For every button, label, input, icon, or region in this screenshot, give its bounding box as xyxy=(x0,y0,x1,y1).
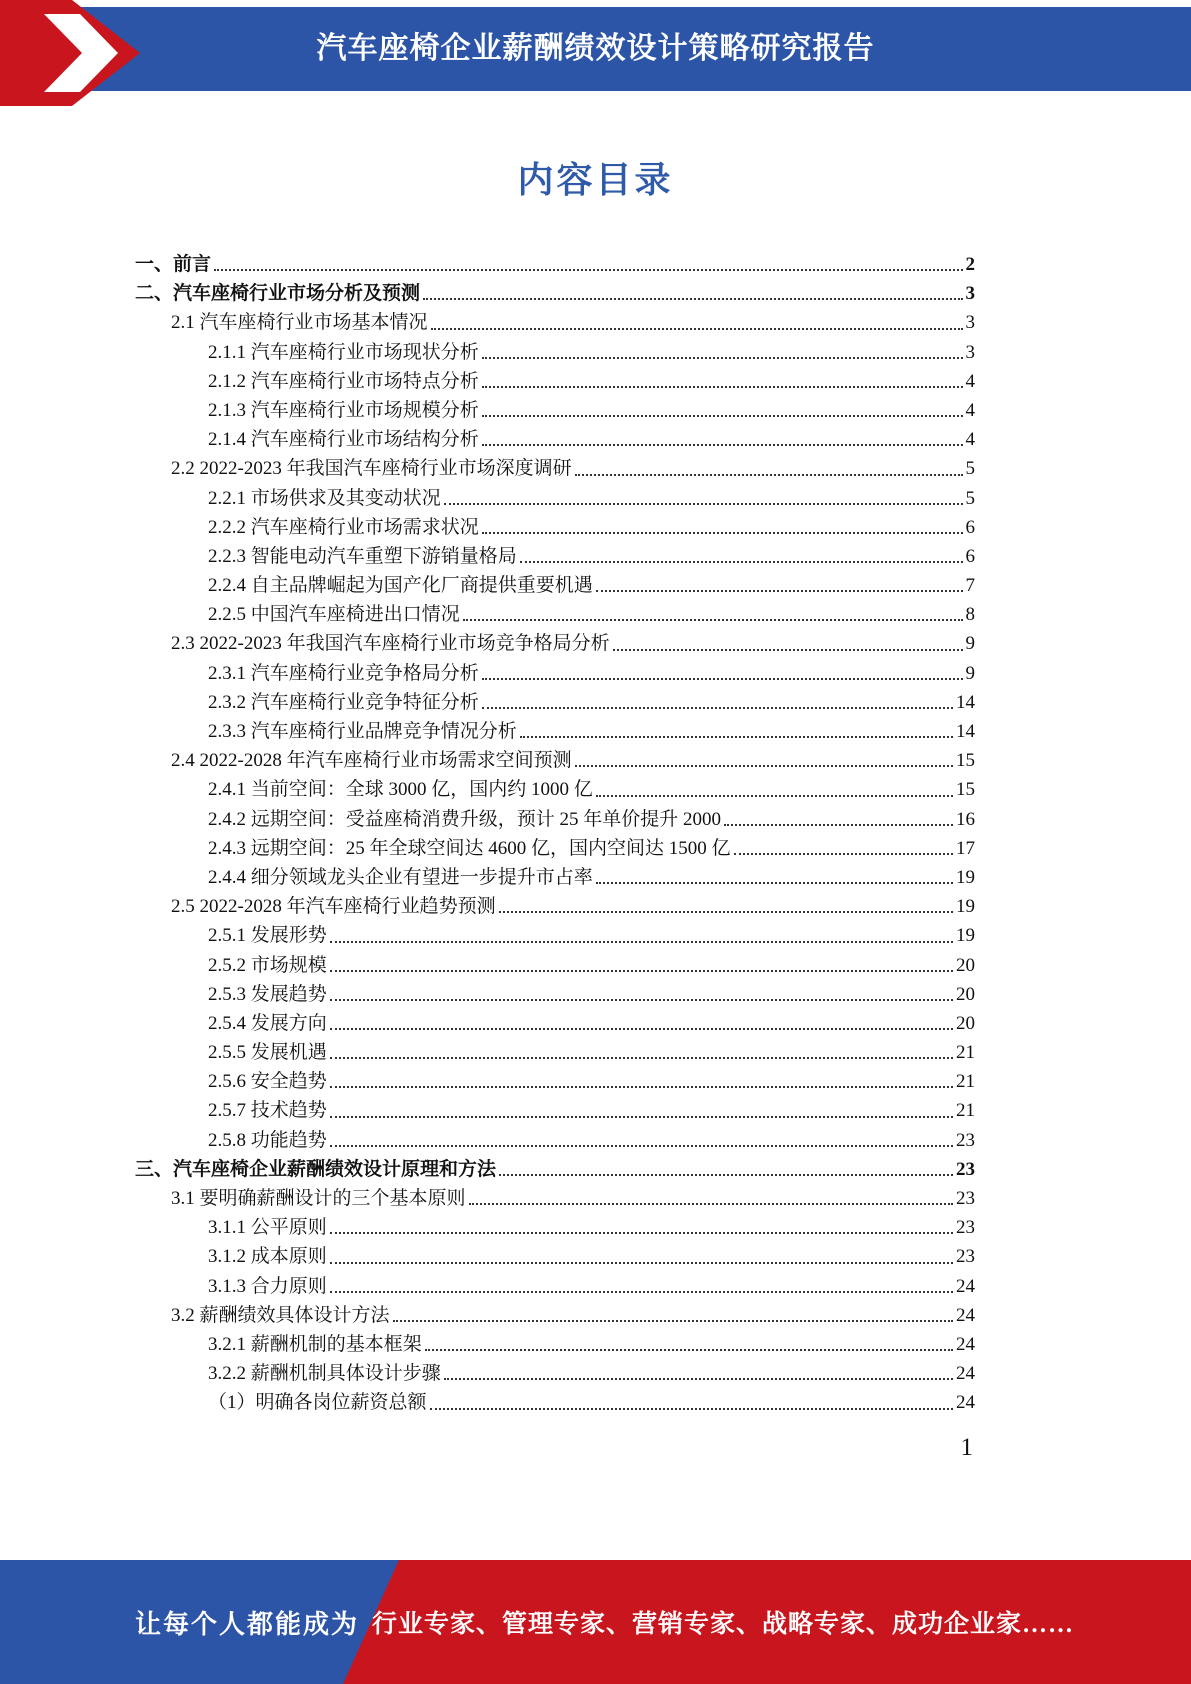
toc-entry[interactable] xyxy=(208,920,975,949)
toc-entry-label: 2.5.3 发展趋势 xyxy=(208,983,327,1005)
toc-entry[interactable] xyxy=(208,1387,975,1416)
toc-entry[interactable] xyxy=(208,774,975,803)
toc-entry-label: 2.3.2 汽车座椅行业竞争特征分析 xyxy=(208,691,479,713)
toc-entry-page: 4 xyxy=(965,399,975,421)
footer-slogan-left: 让每个人都能成为 xyxy=(135,1609,360,1639)
footer-banner xyxy=(0,1560,1191,1684)
dot-leader xyxy=(482,658,963,687)
toc-entry-label: 2.1.4 汽车座椅行业市场结构分析 xyxy=(208,429,479,451)
toc-entry-label: 2.4.2 远期空间：受益座椅消费升级，预计 25 年单价提升 2000 xyxy=(208,808,722,830)
dot-leader xyxy=(330,950,953,979)
dot-leader xyxy=(425,1329,953,1358)
dot-leader xyxy=(330,1037,953,1066)
toc-entry-label: 2.1.1 汽车座椅行业市场现状分析 xyxy=(208,341,479,363)
dot-leader xyxy=(330,1241,953,1270)
toc-entry-label: 2.4.1 当前空间：全球 3000 亿，国内约 1000 亿 xyxy=(208,779,593,801)
dot-leader xyxy=(482,687,953,716)
toc-entry-label: 2.5.1 发展形势 xyxy=(208,925,327,947)
dot-leader xyxy=(463,599,963,628)
toc-entry[interactable] xyxy=(208,1329,975,1358)
toc-entry[interactable] xyxy=(208,1212,975,1241)
toc-entry-label: 3.2.2 薪酬机制具体设计步骤 xyxy=(208,1363,441,1385)
toc-entry-page: 24 xyxy=(956,1363,975,1385)
toc-entry-page: 2 xyxy=(965,254,975,275)
toc-entry-page: 21 xyxy=(956,1042,975,1064)
dot-leader xyxy=(520,716,953,745)
toc-entry[interactable] xyxy=(208,658,975,687)
toc-entry-page: 5 xyxy=(965,458,975,480)
toc-entry-label: 2.1.3 汽车座椅行业市场规模分析 xyxy=(208,399,479,421)
toc-entry-page: 4 xyxy=(965,429,975,451)
dot-leader xyxy=(330,1125,953,1154)
toc-entry-label: 3.1.1 公平原则 xyxy=(208,1217,327,1239)
toc-entry-page: 20 xyxy=(956,983,975,1005)
toc-entry-page: 3 xyxy=(965,283,975,305)
toc-entry-page: 15 xyxy=(956,779,975,801)
toc-entry-page: 21 xyxy=(956,1100,975,1122)
toc-entry-label: 2.2.4 自主品牌崛起为国产化厂商提供重要机遇 xyxy=(208,575,593,597)
toc-entry-label: 2.5.7 技术趋势 xyxy=(208,1100,327,1122)
dot-leader xyxy=(482,337,963,366)
toc-entry-label: 一、前言 xyxy=(135,254,212,275)
toc-entry-page: 9 xyxy=(965,662,975,684)
dot-leader xyxy=(330,1271,953,1300)
toc-entry[interactable] xyxy=(208,950,975,979)
toc-entry[interactable] xyxy=(208,1241,975,1270)
toc-entry-page: 20 xyxy=(956,1012,975,1034)
toc-entry[interactable] xyxy=(208,687,975,716)
toc-entry[interactable] xyxy=(208,804,975,833)
toc-entry-label: 2.1.2 汽车座椅行业市场特点分析 xyxy=(208,370,479,392)
toc-entry[interactable] xyxy=(208,424,975,453)
toc-entry[interactable] xyxy=(171,307,975,336)
toc-entry[interactable] xyxy=(208,337,975,366)
toc-entry-page: 24 xyxy=(956,1304,975,1326)
dot-leader xyxy=(330,1095,953,1124)
dot-leader xyxy=(214,249,962,278)
header-banner xyxy=(0,0,1191,106)
toc-entry-label: 3.1.3 合力原则 xyxy=(208,1275,327,1297)
toc-entry[interactable] xyxy=(208,570,975,599)
toc-entry-page: 23 xyxy=(956,1158,975,1180)
toc-entry-label: 2.1 汽车座椅行业市场基本情况 xyxy=(171,312,428,334)
dot-leader xyxy=(482,395,963,424)
toc-entry[interactable] xyxy=(135,1154,975,1183)
toc-entry[interactable] xyxy=(135,249,975,278)
toc-entry-page: 19 xyxy=(956,866,975,888)
toc-entry-label: 2.5.2 市场规模 xyxy=(208,954,327,976)
dot-leader xyxy=(469,1183,953,1212)
toc-entry-page: 3 xyxy=(965,341,975,363)
dot-leader xyxy=(423,278,962,307)
toc-entry[interactable] xyxy=(171,453,975,482)
dot-leader xyxy=(482,512,963,541)
toc-entry-label: 2.2.3 智能电动汽车重塑下游销量格局 xyxy=(208,545,517,567)
toc-entry[interactable] xyxy=(208,833,975,862)
toc-entry[interactable] xyxy=(208,1271,975,1300)
toc-entry-label: 2.5.8 功能趋势 xyxy=(208,1129,327,1151)
dot-leader xyxy=(444,483,963,512)
dot-leader xyxy=(724,804,953,833)
toc-entry-label: （1）明确各岗位薪资总额 xyxy=(208,1392,427,1414)
toc-entry-page: 19 xyxy=(956,925,975,947)
toc-entry-page: 5 xyxy=(965,487,975,509)
toc-entry-page: 8 xyxy=(965,604,975,626)
toc-entry[interactable] xyxy=(208,1125,975,1154)
toc-entry-label: 3.2.1 薪酬机制的基本框架 xyxy=(208,1333,422,1355)
toc-heading: 内容目录 xyxy=(517,160,674,200)
toc-entry-page: 15 xyxy=(956,750,975,772)
dot-leader xyxy=(430,1387,953,1416)
dot-leader xyxy=(613,628,963,657)
dot-leader xyxy=(482,366,963,395)
toc-entry[interactable] xyxy=(208,1095,975,1124)
toc-entry[interactable] xyxy=(208,599,975,628)
toc-entry[interactable] xyxy=(171,891,975,920)
toc-entry-label: 2.4.3 远期空间：25 年全球空间达 4600 亿，国内空间达 1500 亿 xyxy=(208,837,731,859)
dot-leader xyxy=(330,1008,953,1037)
toc-entry-page: 20 xyxy=(956,954,975,976)
toc-entry-label: 三、汽车座椅企业薪酬绩效设计原理和方法 xyxy=(135,1158,497,1180)
toc-entry[interactable] xyxy=(171,1183,975,1212)
toc-entry-label: 2.2.5 中国汽车座椅进出口情况 xyxy=(208,604,460,626)
toc-list xyxy=(0,249,1191,1417)
toc-entry-page: 21 xyxy=(956,1071,975,1093)
footer-slogan-right: 行业专家、管理专家、营销专家、战略专家、成功企业家…… xyxy=(372,1611,1075,1638)
toc-section xyxy=(0,152,1191,1417)
toc-entry[interactable] xyxy=(208,366,975,395)
toc-entry-page: 24 xyxy=(956,1333,975,1355)
dot-leader xyxy=(520,541,963,570)
dot-leader xyxy=(575,453,963,482)
toc-entry-page: 24 xyxy=(956,1392,975,1414)
toc-entry-page: 23 xyxy=(956,1129,975,1151)
toc-entry[interactable] xyxy=(171,628,975,657)
toc-entry[interactable] xyxy=(208,716,975,745)
toc-entry[interactable] xyxy=(208,1358,975,1387)
toc-entry[interactable] xyxy=(208,1037,975,1066)
toc-entry-label: 2.5.4 发展方向 xyxy=(208,1012,327,1034)
toc-entry-page: 23 xyxy=(956,1188,975,1209)
toc-entry-page: 17 xyxy=(956,837,975,859)
toc-entry[interactable] xyxy=(135,278,975,307)
toc-entry-label: 2.3.3 汽车座椅行业品牌竞争情况分析 xyxy=(208,721,517,742)
dot-leader xyxy=(482,424,963,453)
toc-entry-page: 6 xyxy=(965,545,975,567)
toc-entry[interactable] xyxy=(208,979,975,1008)
toc-entry-label: 2.4.4 细分领域龙头企业有望进一步提升市占率 xyxy=(208,866,593,888)
dot-leader xyxy=(330,979,953,1008)
toc-entry-page: 23 xyxy=(956,1246,975,1268)
toc-entry-page: 24 xyxy=(956,1275,975,1297)
report-title: 汽车座椅企业薪酬绩效设计策略研究报告 xyxy=(316,32,875,65)
toc-entry-label: 2.5 2022-2028 年汽车座椅行业趋势预测 xyxy=(171,896,496,918)
dot-leader xyxy=(431,307,963,336)
toc-entry[interactable] xyxy=(208,862,975,891)
toc-entry-page: 14 xyxy=(956,691,975,713)
dot-leader xyxy=(499,891,953,920)
dot-leader xyxy=(596,862,953,891)
toc-entry-label: 3.2 薪酬绩效具体设计方法 xyxy=(171,1304,390,1326)
toc-entry-page: 23 xyxy=(956,1217,975,1239)
toc-entry[interactable] xyxy=(171,745,975,774)
toc-entry[interactable] xyxy=(208,512,975,541)
toc-entry-page: 19 xyxy=(956,896,975,918)
dot-leader xyxy=(330,1066,953,1095)
toc-entry-page: 6 xyxy=(965,516,975,538)
dot-leader xyxy=(575,745,953,774)
toc-entry[interactable] xyxy=(208,1066,975,1095)
dot-leader xyxy=(330,920,953,949)
toc-entry-page: 3 xyxy=(965,312,975,334)
dot-leader xyxy=(330,1212,953,1241)
toc-entry-label: 3.1.2 成本原则 xyxy=(208,1246,327,1268)
dot-leader xyxy=(596,570,963,599)
toc-entry-page: 14 xyxy=(956,721,975,742)
toc-entry-label: 2.3 2022-2023 年我国汽车座椅行业市场竞争格局分析 xyxy=(171,633,610,655)
toc-entry[interactable] xyxy=(208,541,975,570)
toc-entry[interactable] xyxy=(208,1008,975,1037)
page-number: 1 xyxy=(960,1434,973,1461)
toc-entry-label: 2.2.1 市场供求及其变动状况 xyxy=(208,487,441,509)
dot-leader xyxy=(499,1154,953,1183)
toc-entry-page: 4 xyxy=(965,370,975,392)
toc-entry-page: 9 xyxy=(965,633,975,655)
toc-entry-label: 3.1 要明确薪酬设计的三个基本原则 xyxy=(171,1188,466,1209)
toc-entry-label: 二、汽车座椅行业市场分析及预测 xyxy=(135,283,421,305)
toc-entry-label: 2.2 2022-2023 年我国汽车座椅行业市场深度调研 xyxy=(171,458,572,480)
toc-entry-label: 2.3.1 汽车座椅行业竞争格局分析 xyxy=(208,662,479,684)
toc-entry[interactable] xyxy=(208,483,975,512)
toc-entry-label: 2.4 2022-2028 年汽车座椅行业市场需求空间预测 xyxy=(171,750,572,772)
dot-leader xyxy=(444,1358,953,1387)
toc-entry[interactable] xyxy=(208,395,975,424)
toc-entry-label: 2.5.6 安全趋势 xyxy=(208,1071,327,1093)
dot-leader xyxy=(596,774,953,803)
toc-entry-page: 16 xyxy=(956,808,975,830)
toc-entry-label: 2.5.5 发展机遇 xyxy=(208,1042,327,1064)
dot-leader xyxy=(393,1300,953,1329)
toc-entry-page: 7 xyxy=(965,575,975,597)
toc-entry[interactable] xyxy=(171,1300,975,1329)
dot-leader xyxy=(734,833,953,862)
toc-entry-label: 2.2.2 汽车座椅行业市场需求状况 xyxy=(208,516,479,538)
